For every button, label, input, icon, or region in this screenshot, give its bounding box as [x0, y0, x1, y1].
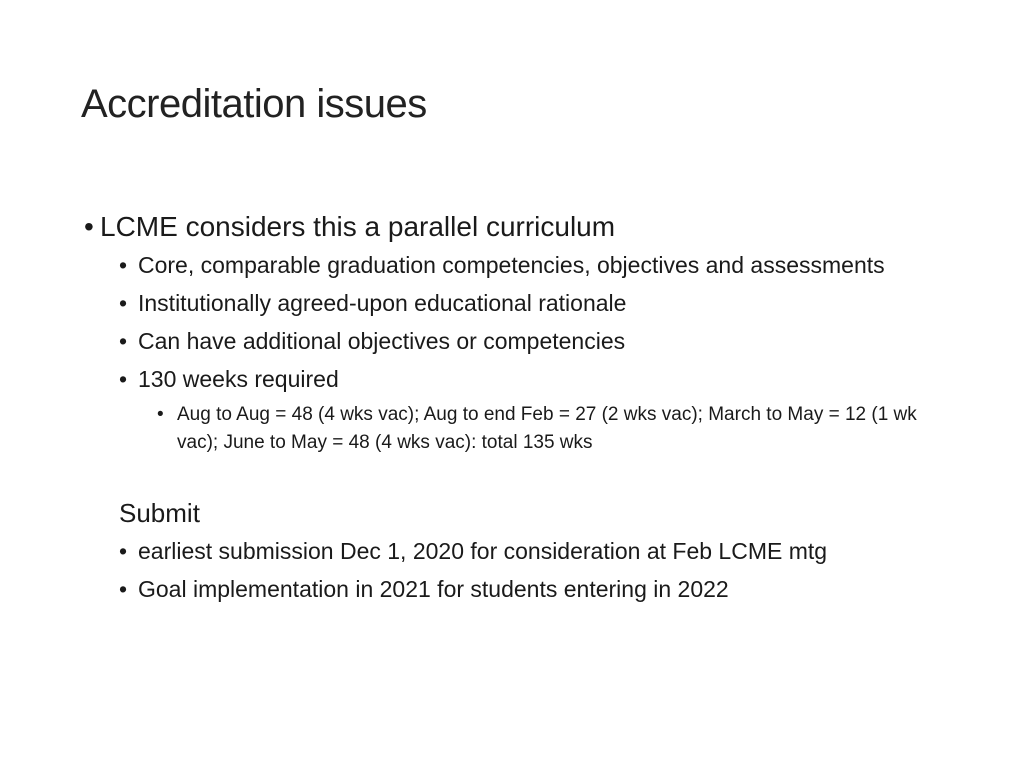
sub-bullet-text: Institutionally agreed-upon educational rationale — [138, 290, 627, 316]
bullet-dot-icon: • — [119, 538, 128, 564]
sub-bullet — [84, 249, 944, 281]
sub-bullet-text: 130 weeks required — [138, 366, 339, 392]
submit-bullet — [84, 535, 944, 567]
bullet-dot-icon: • — [119, 252, 128, 278]
main-bullet-text: LCME considers this a parallel curriculum — [100, 211, 616, 242]
sub-bullet — [84, 325, 944, 357]
detail-bullet — [84, 401, 944, 457]
submit-heading: Submit — [119, 498, 200, 528]
submit-bullet-text: earliest submission Dec 1, 2020 for consideration at Feb LCME mtg — [138, 538, 828, 564]
bullet-dot-icon: • — [119, 290, 128, 316]
sub-bullet — [84, 287, 944, 319]
main-bullet — [84, 205, 944, 249]
slide-title: Accreditation issues — [81, 82, 427, 126]
bullet-dot-icon: • — [84, 211, 94, 242]
bullet-dot-icon: • — [119, 328, 128, 354]
bullet-dot-icon: • — [157, 404, 164, 425]
sub-bullet-text: Can have additional objectives or competencies — [138, 328, 626, 354]
sub-bullet — [84, 363, 944, 395]
bullet-dot-icon: • — [119, 576, 128, 602]
slide-content — [84, 205, 944, 605]
bullet-dot-icon: • — [119, 366, 128, 392]
sub-bullet-text: Core, comparable graduation competencies, objectives and assessments — [138, 252, 885, 278]
submit-bullet-text: Goal implementation in 2021 for students entering in 2022 — [138, 576, 729, 602]
detail-bullet-text: Aug to Aug = 48 (4 wks vac); Aug to end Feb = 27 (2 wks vac); March to May = 12 (1 wk vac); June to May = 48 (4 wks vac): total 135 wks — [177, 404, 917, 453]
submit-bullet — [84, 573, 944, 605]
